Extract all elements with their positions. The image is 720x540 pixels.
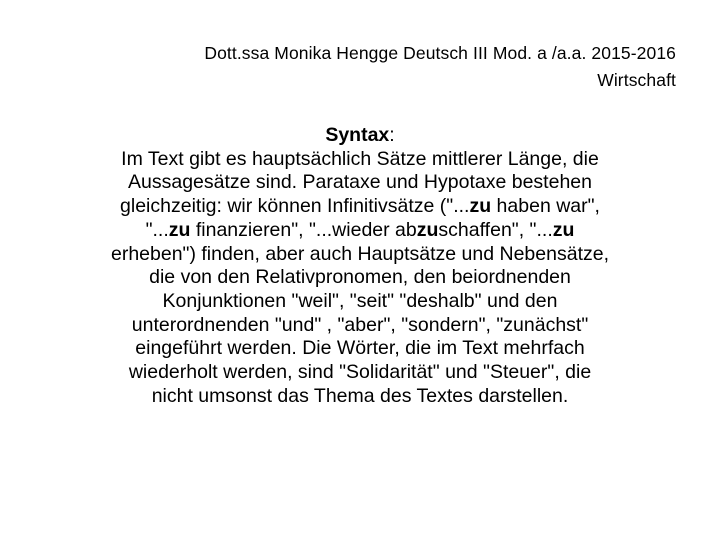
body-line-3: gleichzeitig: wir können Infinitivsätze ("...zu haben war", (120, 195, 600, 218)
emphasis-zu: zu (552, 218, 575, 241)
body-line-11: nicht umsonst das Thema des Textes darstellen. (151, 384, 569, 407)
body-line-2: Aussagesätze sind. Parataxe und Hypotaxe bestehen (128, 171, 592, 194)
document-header (204, 40, 676, 94)
body-line-6: die von den Relativpronomen, den beiordnenden (149, 266, 571, 289)
header-subject: Wirtschaft (597, 70, 676, 90)
body-line-10: wiederholt werden, sind "Solidarität" und "Steuer", die (128, 361, 592, 384)
body-line-5: erheben") finden, aber auch Hauptsätze und Nebensätze, (110, 242, 609, 265)
body-text (30, 148, 690, 409)
syntax-section (30, 124, 690, 408)
body-line-9: eingeführt werden. Die Wörter, die im Text mehrfach (135, 337, 585, 360)
heading-word: Syntax (325, 124, 390, 146)
body-line-8: unterordnenden "und" , "aber", "sondern", "zunächst" (131, 313, 589, 336)
body-line-4: "...zu finanzieren", "...wieder abzuschaffen", "...zu (145, 218, 575, 241)
emphasis-zu: zu (469, 195, 492, 218)
emphasis-zu: zu (416, 218, 439, 241)
section-heading (30, 124, 690, 148)
body-line-1: Im Text gibt es hauptsächlich Sätze mittlerer Länge, die (121, 147, 599, 170)
emphasis-zu: zu (168, 218, 191, 241)
body-line-7: Konjunktionen "weil", "seit" "deshalb" und den (162, 289, 558, 312)
header-author-course: Dott.ssa Monika Hengge Deutsch III Mod. a /a.a. 2015-2016 (204, 43, 676, 63)
heading-colon: : (389, 124, 395, 146)
